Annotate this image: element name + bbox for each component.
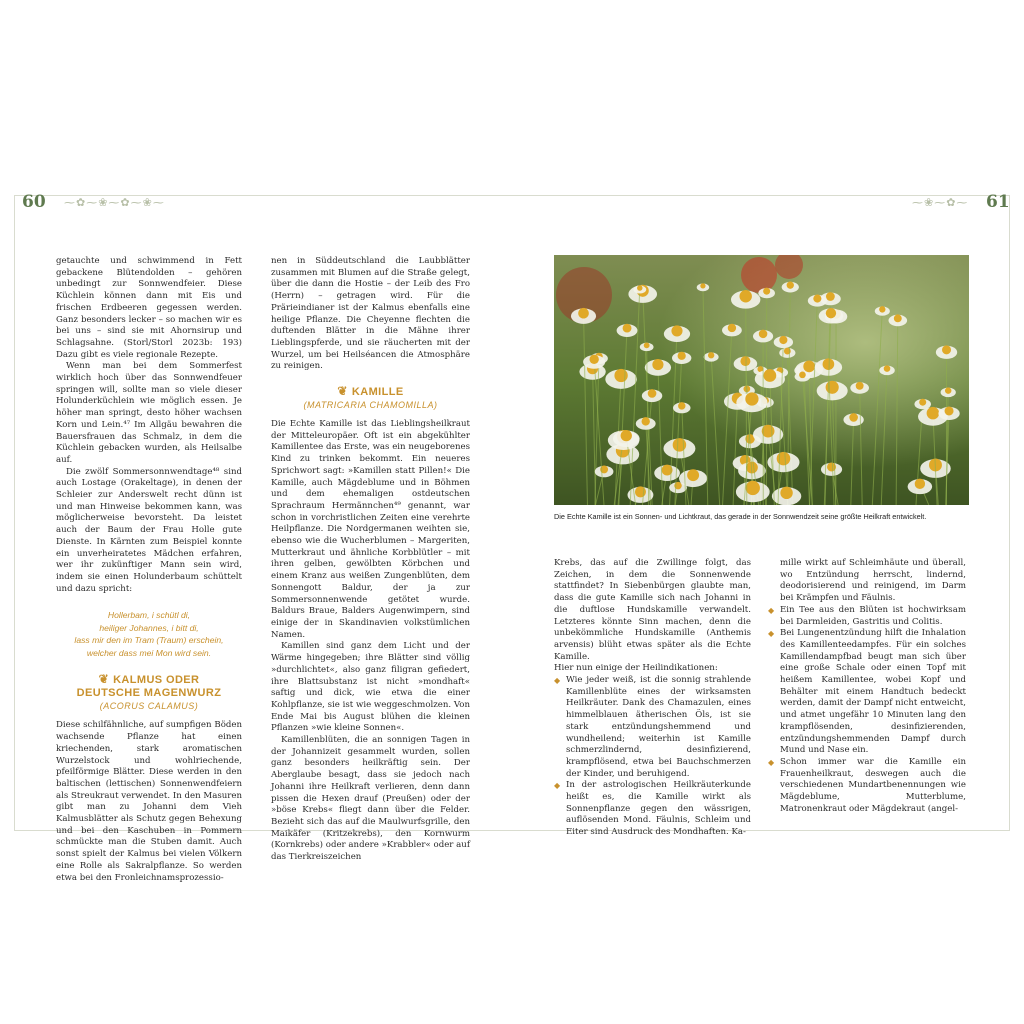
leaf-icon: ❦	[98, 672, 110, 687]
diamond-bullet-icon: ◆	[554, 781, 561, 791]
text-column-3	[554, 558, 751, 839]
paragraph: Hier nun einige der Heilindikationen:	[554, 663, 718, 674]
diamond-bullet-icon: ◆	[554, 676, 561, 686]
heading-latin-name: (MATRICARIA CHAMOMILLA)	[303, 400, 438, 411]
paragraph: Krebs, das auf die Zwillinge folgt, das Zeichen, in dem die Sonnenwende stattfindet? In Siebenbürgen glaubte man, dass die gute Kamille sich nach Johanni in die duftlose Hundskamille verwandelt. Letzteres könnte Sinn machen, denn die unbekömmliche Hundskamille (Anthemis arvensis) blüht etwas später als die Echte Kamille.	[554, 558, 751, 662]
bullet-item	[554, 780, 751, 839]
floral-ornament-right: ⁓❀⁓✿⁓	[912, 196, 969, 209]
verse-line: heiliger Johannes, i bitt di,	[99, 622, 199, 633]
heading-title-line2: DEUTSCHE MAGENWURZ	[76, 687, 222, 700]
verse-line: lass mir den im Tram (Traum) erschein,	[74, 635, 224, 646]
bullet-text: In der astrologischen Heilkräuterkunde heißt es, die Kamille wirkt als Sonnenpflanze gegen den wässrigen, auflösenden Mond. Fäulnis, Schleim und Eiter sind Ausdruck des Mondhaften. Ka-	[566, 780, 751, 838]
bullet-text: Ein Tee aus den Blüten ist hochwirksam bei Darmleiden, Gastritis und Colitis.	[780, 604, 966, 627]
text-column-2	[271, 256, 470, 864]
paragraph: Diese schilfähnliche, auf sumpfigen Böden wachsende Pflanze hat einen kriechenden, stark aromatischen Wurzelstock und wohlriechende, pfeilförmige Blätter. Diese werden in den baltischen (lettischen) Sonnenwendfeiern als Streukraut verwendet. In den Masuren gibt man zu Johanni dem Vieh Kalmusblätter als Schutz gegen Behexung und bei den Kaschuben in Pommern schmückte man die Stuben damit. Auch sonst spielt der Kalmus bei vielen Völkern eine Rolle als Sakralpflanze. So werden etwa bei den Fronleichnamsprozessio-	[56, 720, 242, 883]
page-number-left: 60	[22, 192, 46, 212]
paragraph: Wenn man bei dem Sommerfest wirklich hoch über das Sonnwendfeuer springen will, sollte man so viele dieser Holunderküchlein wie möglich essen. Je höher man springt, desto höher wachsen Korn und Lein.⁴⁷ Im Allgäu bewahren die Bauersfrauen das Schmalz, in dem die Küchlein gebacken wurden, als Heilsalbe auf.	[56, 361, 242, 465]
bullet-text: Wie jeder weiß, ist die sonnig strahlende Kamillenblüte eines der wirksamsten Heilkräuter. Dank des Chamazulen, eines himmelblauen ätherischen Öls, ist sie stark entzündungshemmend und wundheilend; weiterhin ist Kamille schmerzlindernd, desinfizierend, krampflösend, etwa bei Bauchschmerzen der Kinder, und beruhigend.	[566, 675, 751, 779]
paragraph: Die zwölf Sommersonnwendtage⁴⁸ sind auch Lostage (Orakeltage), in denen der Schleier zur Anderswelt recht dünn ist und man Hinweise bekommen kann, was möglicherweise bevorsteht. Da leistet auch der Baum der Frau Holle gute Dienste. In Kärnten zum Beispiel konnte ein unverheiratetes Mädchen erfahren, wer ihr zukünftiger Mann sein wird, indem sie einen Holunderbaum schüttelt und dazu spricht:	[56, 466, 242, 594]
page-number-right: 61	[986, 192, 1010, 212]
paragraph: nen in Süddeutschland die Laubblätter zusammen mit Blumen auf die Straße gelegt, über die dann die Hostie – der Leib des Fro (Herrn) – getragen wird. Für die Prärieindianer ist der Kalmus ebenfalls eine heilige Pflanze. Die Cheyenne flechten die duftenden Blätter in die Mähne ihrer Lieblingspferde, und sie räucherten mit der Wurzel, um bei Heilséancen die Atmosphäre zu reinigen.	[271, 256, 470, 372]
text-column-1	[56, 256, 242, 884]
section-heading-kamille	[271, 385, 470, 411]
paragraph: Kamillen sind ganz dem Licht und der Wärme hingegeben; ihre Blätter sind völlig »durchlichtet«, also ganz filigran gefiedert, ihre Blattsubstanz ist nicht »mondhaft« saftig und dick, wie etwa die einer Kohlpflanze, sie ist wie weggeschmolzen. Von Ende Mai bis August blühen die kleinen Pflanzen »wie kleine Sonnen«.	[271, 641, 470, 734]
verse-line: welcher dass mei Mon wird sein.	[86, 647, 212, 658]
heading-title: KAMILLE	[351, 386, 404, 399]
floral-ornament-left: ⁓✿⁓❀⁓✿⁓❀⁓	[64, 196, 165, 209]
diamond-bullet-icon: ◆	[768, 629, 775, 639]
diamond-bullet-icon: ◆	[768, 605, 775, 615]
bullet-item	[768, 628, 966, 757]
verse-line: Hollerbam, i schütl di,	[107, 610, 191, 621]
bullet-item	[554, 675, 751, 780]
paragraph: getauchte und schwimmend in Fett gebackene Blütendolden – gehören unbedingt zur Sonnwendfeier. Diese Küchlein können dann mit Eis und frischen Erdbeeren gegessen werden. Ganz besonders lecker – so machen wir es bei uns – sind sie mit Ahornsirup und Schlagsahne. (Storl/Storl 2023b: 193) Dazu gibt es viele regionale Rezepte.	[56, 256, 242, 360]
heading-latin-name: (ACORUS CALAMUS)	[99, 701, 199, 712]
paragraph: Die Echte Kamille ist das Lieblingsheilkraut der Mitteleuropäer. Oft ist ein abgekühlter Kamillentee das Erste, was ein neugeborenes Kind zu trinken bekommt. Ein neueres Sprichwort sagt: »Kamillen statt Pillen!« Die Kamille, auch Mägdeblume und in Böhmen und dem ehemaligen ostdeutschen Sprachraum Hermännchen⁴⁹ genannt, war schon in vorchristlichen Zeiten eine verehrte Heilpflanze. Die Nordgermanen weihten sie, ebenso wie die Wucherblumen – Margeriten, Mutterkraut und ähnliche Korbblütler – mit ihren gelben, gewölbten Körbchen und einem Kranz aus weißen Zungenblüten, dem Sonnengott Baldur, der ja zur Sommersonnenwende getötet wurde. Baldurs Braue, Balders Augenwimpern, sind einige der in Skandinavien volkstümlichen Namen.	[271, 419, 470, 640]
paragraph: mille wirkt auf Schleimhäute und überall, wo Entzündung herrscht, lindernd, deodorisierend und reinigend, im Darm bei Krämpfen und Fäulnis.	[780, 558, 966, 604]
bullet-text: Bei Lungenentzündung hilft die Inhalation des Kamillenteedampfes. Für ein solches Kamillendampfbad beugt man sich über eine große Schale oder einen Topf mit heißem Kamillentee, wobei Kopf und Behälter mit einem Handtuch bedeckt werden, damit der Dampf nicht entweicht, und atmet ungefähr 10 Minuten lang den krampflösenden, desinfizierenden, entzündungshemmenden Dampf durch Mund und Nase ein.	[780, 628, 966, 756]
bullet-item	[768, 757, 966, 816]
bullet-item	[768, 605, 966, 628]
verse-block	[56, 609, 242, 659]
photo-caption: Die Echte Kamille ist ein Sonnen- und Lichtkraut, das gerade in der Sonnwendzeit seine größte Heilkraft entwickelt.	[554, 512, 927, 521]
text-column-4	[768, 558, 966, 815]
paragraph: Kamillenblüten, die an sonnigen Tagen in der Johannizeit gesammelt wurden, sollen ganz besonders heilkräftig sein. Der Aberglaube besagt, dass sie jedoch nach Johanni ihre Heilkraft verlieren, denn dann pissen die Hexen drauf (Preußen) oder der »böse Krebs« fliegt dann über die Felder. Bezieht sich das auf die Maulwurfsgrille, den Maikäfer (Kritzekrebs), den Kornwurm (Kornkrebs) oder andere »Krabbler« oder auf das Tierkreiszeichen	[271, 735, 470, 863]
chamomile-photo	[554, 255, 969, 505]
section-heading-kalmus	[56, 673, 242, 712]
heading-title: KALMUS ODER	[113, 674, 200, 687]
bullet-text: Schon immer war die Kamille ein Frauenheilkraut, deswegen auch die verschiedenen Mundartbenennungen wie Mägdeblume, Mutterblume, Matronenkraut oder Mägdekraut (angel-	[780, 756, 966, 814]
leaf-icon: ❦	[337, 384, 348, 399]
diamond-bullet-icon: ◆	[768, 757, 775, 767]
